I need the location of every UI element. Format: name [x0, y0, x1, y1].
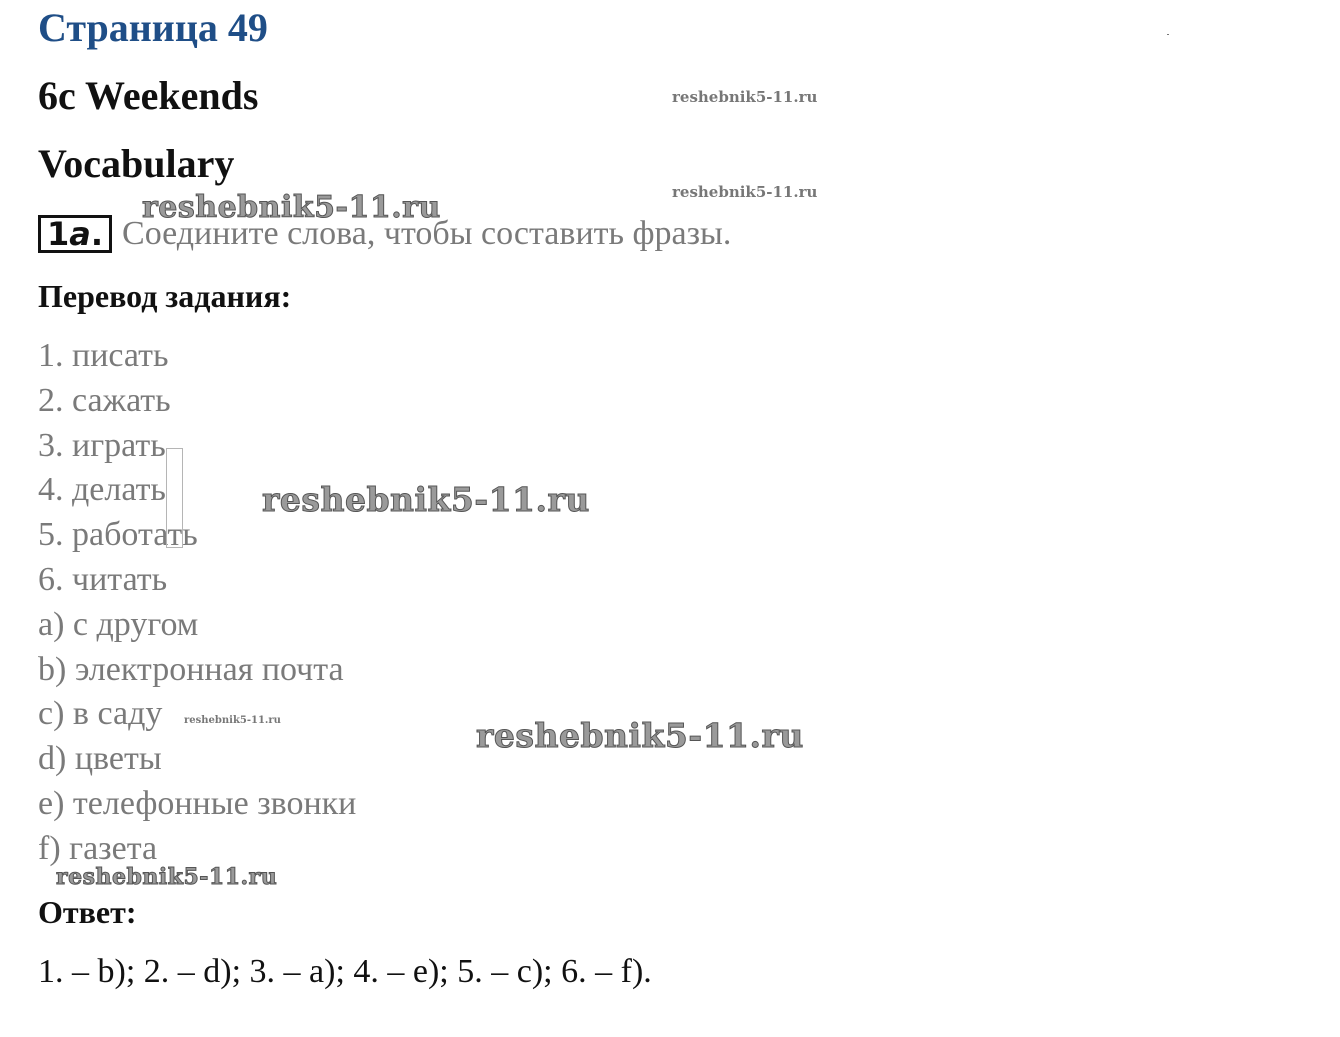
list-item: 3. играть [38, 426, 166, 464]
watermark: reshebnik5-11.ru [672, 88, 818, 106]
watermark: reshebnik5-11.ru [672, 183, 818, 201]
scan-artifact-box [166, 448, 183, 548]
answer-heading: Ответ: [38, 894, 137, 930]
translation-heading: Перевод задания: [38, 278, 292, 314]
list-item: a) с другом [38, 605, 199, 643]
watermark: reshebnik5-11.ru [56, 864, 278, 890]
page-title: Страница 49 [38, 5, 268, 50]
scan-artifact-dot [1167, 34, 1169, 35]
watermark: reshebnik5-11.ru [184, 715, 281, 726]
section-title: 6c Weekends [38, 73, 259, 118]
list-item: d) цветы [38, 740, 162, 778]
exercise-number-badge [38, 215, 112, 253]
list-item: 5. работать [38, 516, 198, 554]
list-item: 6. читать [38, 560, 168, 598]
translation-list [38, 334, 356, 872]
list-item: 4. делать [38, 471, 166, 509]
list-item: c) в саду [38, 695, 163, 733]
watermark: reshebnik5-11.ru [262, 480, 590, 519]
subsection-title: Vocabulary [38, 141, 235, 186]
list-item: e) телефонные звонки [38, 784, 357, 822]
list-item: b) электронная почта [38, 650, 344, 688]
exercise-letter: a [69, 215, 91, 253]
list-item: 1. писать [38, 337, 169, 374]
exercise-suffix: . [90, 215, 104, 253]
exercise-instruction: Соедините слова, чтобы составить фразы. [122, 215, 732, 252]
watermark: reshebnik5-11.ru [142, 190, 441, 225]
exercise-number: 1 [47, 215, 70, 253]
list-item: f) газета [38, 829, 158, 867]
answer-text: 1. – b); 2. – d); 3. – a); 4. – e); 5. – c); 6. – f). [38, 953, 652, 990]
list-item: 2. сажать [38, 381, 171, 419]
watermark: reshebnik5-11.ru [476, 716, 804, 755]
